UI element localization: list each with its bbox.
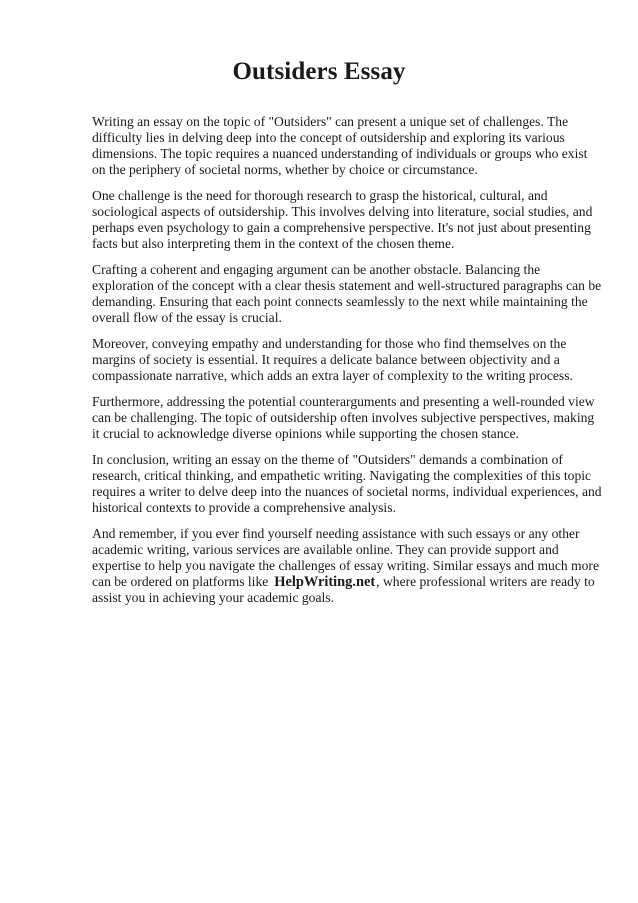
page-title: Outsiders Essay: [232, 58, 406, 85]
closing-text-after-link: , where professional writers are ready to assist you in achieving your academic goals.: [92, 574, 595, 605]
paragraph-intro: Writing an essay on the topic of "Outsiders" can present a unique set of challenges. The difficulty lies in delving deep into the concept of outsidership and exploring its various dimensions. The topic requires a nuanced understanding of individuals or groups who exist on the periphery of societal norms, whether by choice or circumstance.: [92, 114, 588, 177]
paragraph-closing: [92, 526, 602, 606]
paragraph-argument: Crafting a coherent and engaging argument can be another obstacle. Balancing the exploration of the concept with a clear thesis statement and well-structured paragraphs can be demanding. Ensuring that each point connects seamlessly to the next while maintaining the overall flow of the essay is crucial.: [92, 262, 602, 325]
closing-text-before-link: And remember, if you ever find yourself needing assistance with such essays or any other academic writing, various services are available online. They can provide support and expertise to help you navigate the challenges of essay writing. Similar essays and much more can be ordered on platforms like: [92, 526, 599, 589]
paragraph-conclusion: In conclusion, writing an essay on the theme of "Outsiders" demands a combination of research, critical thinking, and empathetic writing. Navigating the complexities of this topic requires a writer to delve deep into the nuances of societal norms, individual experiences, and historical contexts to provide a comprehensive analysis.: [92, 452, 602, 515]
paragraph-counterarguments: Furthermore, addressing the potential counterarguments and presenting a well-rounded view can be challenging. The topic of outsidership often involves subjective perspectives, making it crucial to acknowledge diverse opinions while supporting the chosen stance.: [92, 394, 595, 441]
helpwriting-link[interactable]: HelpWriting.net: [274, 574, 376, 590]
paragraph-empathy: Moreover, conveying empathy and understanding for those who find themselves on the margins of society is essential. It requires a delicate balance between objectivity and a compassionate narrative, which adds an extra layer of complexity to the writing process.: [92, 336, 573, 383]
paragraph-research: One challenge is the need for thorough research to grasp the historical, cultural, and sociological aspects of outsidership. This involves delving into literature, social studies, and perhaps even psychology to gain a comprehensive perspective. It's not just about presenting facts but also interpreting them in the context of the chosen theme.: [92, 188, 593, 251]
